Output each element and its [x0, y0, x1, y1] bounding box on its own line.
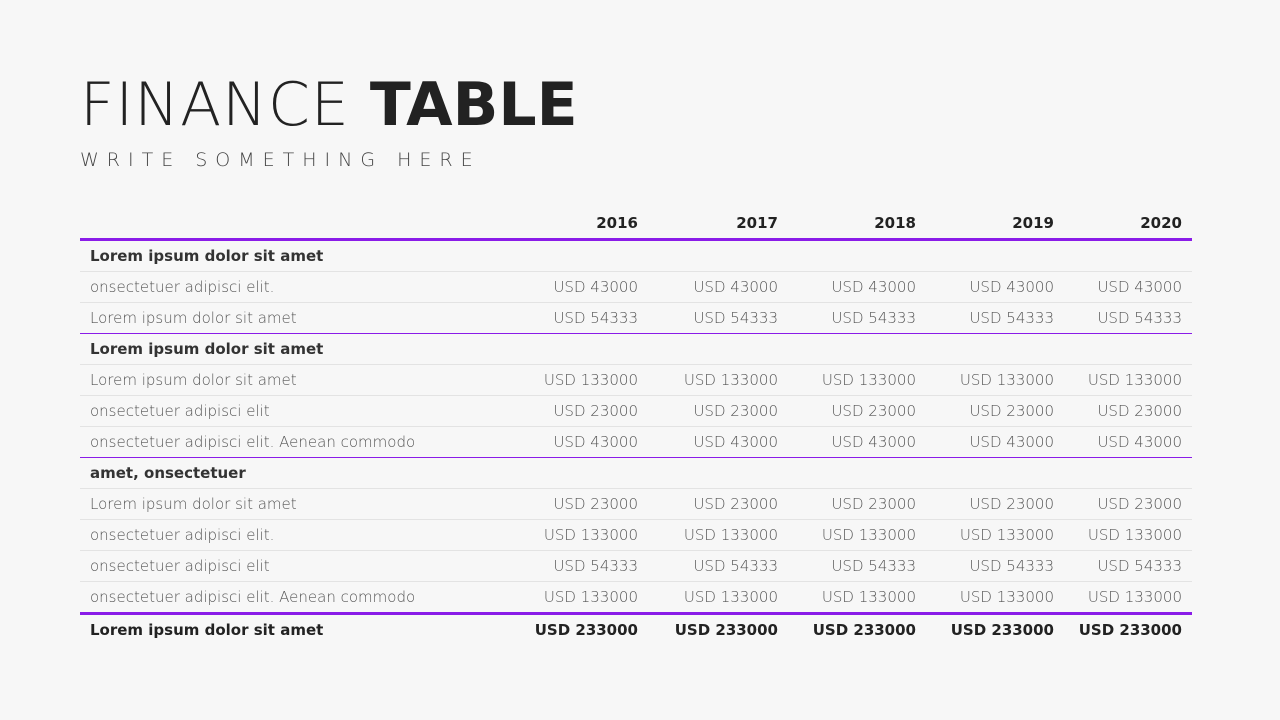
value-cell: USD 43000 [648, 427, 788, 458]
row-label: onsectetuer adipisci elit [80, 396, 508, 427]
value-cell: USD 133000 [1064, 520, 1192, 551]
value-cell: USD 43000 [788, 427, 926, 458]
header-label-cell [80, 207, 508, 240]
value-cell: USD 54333 [508, 303, 648, 334]
value-cell: USD 133000 [788, 582, 926, 614]
row-label: onsectetuer adipisci elit. Aenean commodo [80, 582, 508, 614]
row-label: onsectetuer adipisci elit. [80, 272, 508, 303]
value-cell: USD 23000 [648, 489, 788, 520]
value-cell: USD 54333 [508, 551, 648, 582]
slide-title [80, 66, 578, 144]
table-header [80, 207, 1192, 240]
value-cell: USD 43000 [508, 427, 648, 458]
value-cell: USD 43000 [648, 272, 788, 303]
table-row [80, 551, 1192, 582]
value-cell: USD 23000 [508, 396, 648, 427]
section-heading: amet, onsectetuer [80, 458, 1192, 489]
total-value-cell: USD 233000 [674, 621, 778, 639]
value-cell: USD 23000 [788, 396, 926, 427]
table-row [80, 489, 1192, 520]
value-cell: USD 23000 [788, 489, 926, 520]
table-row [80, 303, 1192, 334]
value-cell: USD 133000 [1064, 365, 1192, 396]
value-cell: USD 54333 [648, 303, 788, 334]
value-cell: USD 23000 [1064, 489, 1192, 520]
value-cell: USD 133000 [508, 365, 648, 396]
title-bold-part: TABLE [369, 70, 578, 140]
value-cell: USD 43000 [1064, 427, 1192, 458]
value-cell: USD 54333 [788, 303, 926, 334]
row-label: Lorem ipsum dolor sit amet [80, 489, 508, 520]
value-cell: USD 133000 [648, 582, 788, 614]
value-cell: USD 133000 [788, 520, 926, 551]
value-cell: USD 54333 [926, 303, 1064, 334]
total-label: Lorem ipsum dolor sit amet [90, 621, 324, 639]
value-cell: USD 54333 [648, 551, 788, 582]
value-cell: USD 23000 [926, 489, 1064, 520]
header-row [80, 207, 1192, 240]
value-cell: USD 133000 [508, 520, 648, 551]
value-cell: USD 43000 [788, 272, 926, 303]
value-cell: USD 23000 [1064, 396, 1192, 427]
value-cell: USD 133000 [648, 520, 788, 551]
year-header: 2019 [926, 207, 1064, 240]
table-row [80, 396, 1192, 427]
year-header: 2017 [648, 207, 788, 240]
section-heading-row [80, 458, 1192, 489]
value-cell: USD 54333 [1064, 303, 1192, 334]
table-row [80, 427, 1192, 458]
section-heading-row [80, 240, 1192, 272]
section-heading-row [80, 334, 1192, 365]
value-cell: USD 133000 [648, 365, 788, 396]
value-cell: USD 133000 [788, 365, 926, 396]
value-cell: USD 43000 [508, 272, 648, 303]
value-cell: USD 54333 [1064, 551, 1192, 582]
row-label: onsectetuer adipisci elit [80, 551, 508, 582]
section-heading: Lorem ipsum dolor sit amet [80, 334, 1192, 365]
row-label: onsectetuer adipisci elit. Aenean commodo [80, 427, 508, 458]
finance-table [80, 207, 1192, 645]
total-row [80, 614, 1192, 646]
slide-subtitle: WRITE SOMETHING HERE [80, 149, 481, 171]
value-cell: USD 23000 [648, 396, 788, 427]
value-cell: USD 54333 [926, 551, 1064, 582]
table-row [80, 520, 1192, 551]
row-label: Lorem ipsum dolor sit amet [80, 365, 508, 396]
table-body [80, 240, 1192, 646]
value-cell: USD 133000 [926, 365, 1064, 396]
value-cell: USD 43000 [926, 427, 1064, 458]
value-cell: USD 133000 [926, 520, 1064, 551]
value-cell: USD 54333 [788, 551, 926, 582]
total-value-cell: USD 233000 [1078, 621, 1182, 639]
value-cell: USD 23000 [926, 396, 1064, 427]
table-row [80, 365, 1192, 396]
value-cell: USD 23000 [508, 489, 648, 520]
year-header: 2020 [1064, 207, 1192, 240]
value-cell: USD 133000 [926, 582, 1064, 614]
total-value-cell: USD 233000 [534, 621, 638, 639]
value-cell: USD 133000 [508, 582, 648, 614]
value-cell: USD 43000 [1064, 272, 1192, 303]
title-light-part: FINANCE [80, 70, 370, 140]
year-header: 2016 [508, 207, 648, 240]
total-value-cell: USD 233000 [950, 621, 1054, 639]
value-cell: USD 133000 [1064, 582, 1192, 614]
table-row [80, 272, 1192, 303]
section-heading: Lorem ipsum dolor sit amet [80, 240, 1192, 272]
value-cell: USD 43000 [926, 272, 1064, 303]
table-row [80, 582, 1192, 614]
row-label: onsectetuer adipisci elit. [80, 520, 508, 551]
year-header: 2018 [788, 207, 926, 240]
row-label: Lorem ipsum dolor sit amet [80, 303, 508, 334]
total-value-cell: USD 233000 [812, 621, 916, 639]
